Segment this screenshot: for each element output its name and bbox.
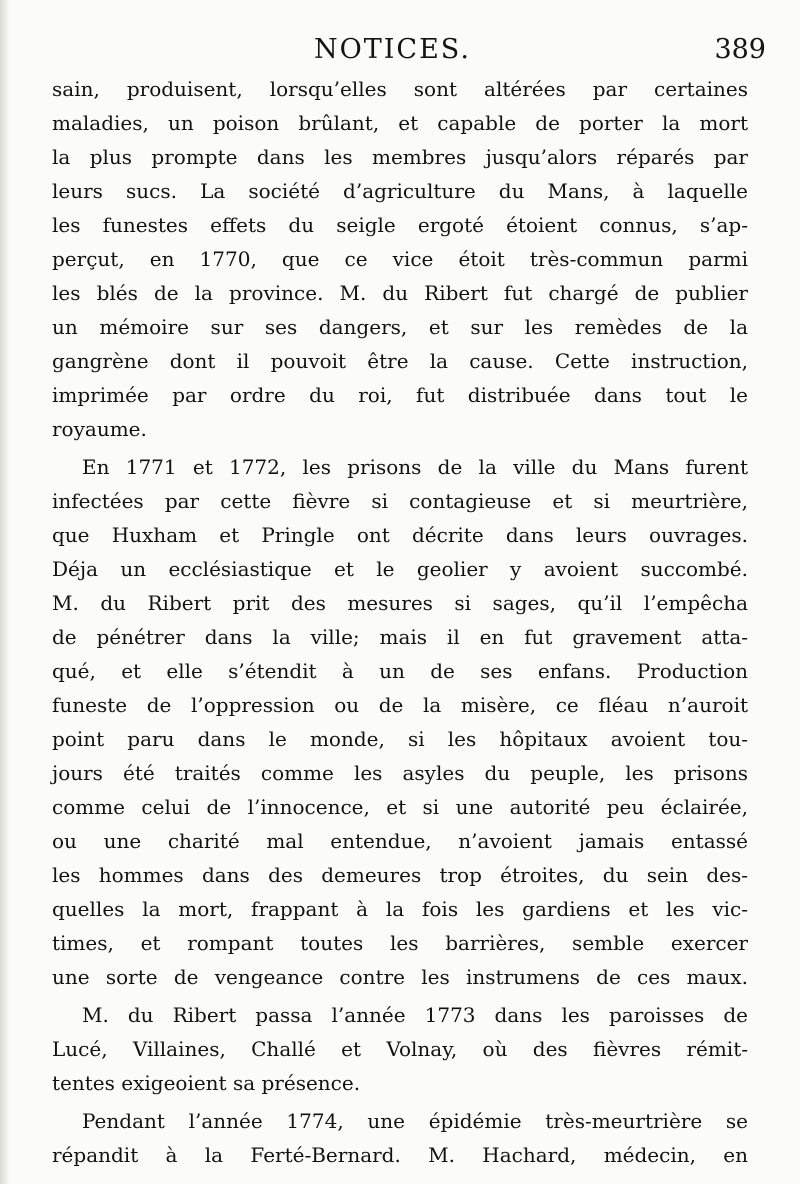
text-line: imprimée par ordre du roi, fut distribuée dans tout le [52, 383, 748, 407]
text-line: comme celui de l’innocence, et si une autorité peu éclairée, [52, 795, 748, 819]
running-title: NOTICES. [314, 34, 471, 65]
text-line: Lucé, Villaines, Challé et Volnay, où des fièvres rémit- [52, 1037, 748, 1061]
text-line: jours été traités comme les asyles du peuple, les prisons [52, 761, 748, 785]
text-line: funeste de l’oppression ou de la misère, ce fléau n’auroit [52, 693, 748, 717]
text-line: tentes exigeoient sa présence. [52, 1071, 361, 1095]
text-line: une sorte de vengeance contre les instrumens de ces maux. [52, 965, 748, 989]
running-header [52, 34, 772, 74]
page-number: 389 [714, 34, 766, 65]
text-line: royaume. [52, 417, 147, 441]
text-line: leurs sucs. La société d’agriculture du Mans, à laquelle [52, 179, 748, 203]
body-text [52, 72, 748, 1172]
text-line: quelles la mort, frappant à la fois les gardiens et les vic- [52, 897, 748, 921]
text-line: les blés de la province. M. du Ribert fut chargé de publier [52, 281, 748, 305]
text-line: les hommes dans des demeures trop étroites, du sein des- [52, 863, 748, 887]
text-line: un mémoire sur ses dangers, et sur les remèdes de la [52, 315, 748, 339]
text-line: de pénétrer dans la ville; mais il en fut gravement atta- [52, 625, 748, 649]
text-line: ou une charité mal entendue, n’avoient jamais entassé [52, 829, 748, 853]
paragraph-first-line: Pendant l’année 1774, une épidémie très-meurtrière se [82, 1109, 748, 1133]
text-line: Déja un ecclésiastique et le geolier y avoient succombé. [52, 557, 748, 581]
text-line: gangrène dont il pouvoit être la cause. Cette instruction, [52, 349, 748, 373]
text-line: qué, et elle s’étendit à un de ses enfans. Production [52, 659, 748, 683]
page-edge-shadow [0, 0, 10, 1184]
text-line: répandit à la Ferté-Bernard. M. Hachard, médecin, en [52, 1143, 748, 1167]
text-line: infectées par cette fièvre si contagieuse et si meurtrière, [52, 489, 748, 513]
text-line: point paru dans le monde, si les hôpitaux avoient tou- [52, 727, 748, 751]
text-line: la plus prompte dans les membres jusqu’alors réparés par [52, 145, 748, 169]
text-line: que Huxham et Pringle ont décrite dans leurs ouvrages. [52, 523, 748, 547]
paragraph-first-line: En 1771 et 1772, les prisons de la ville du Mans furent [82, 455, 748, 479]
paragraph-first-line: M. du Ribert passa l’année 1773 dans les paroisses de [82, 1003, 748, 1027]
text-line: M. du Ribert prit des mesures si sages, qu’il l’empêcha [52, 591, 748, 615]
text-line: times, et rompant toutes les barrières, semble exercer [52, 931, 748, 955]
text-line: les funestes effets du seigle ergoté étoient connus, s’ap- [52, 213, 748, 237]
text-line: sain, produisent, lorsqu’elles sont altérées par certaines [52, 77, 748, 101]
text-line: maladies, un poison brûlant, et capable de porter la mort [52, 111, 748, 135]
text-line: perçut, en 1770, que ce vice étoit très-commun parmi [52, 247, 748, 271]
